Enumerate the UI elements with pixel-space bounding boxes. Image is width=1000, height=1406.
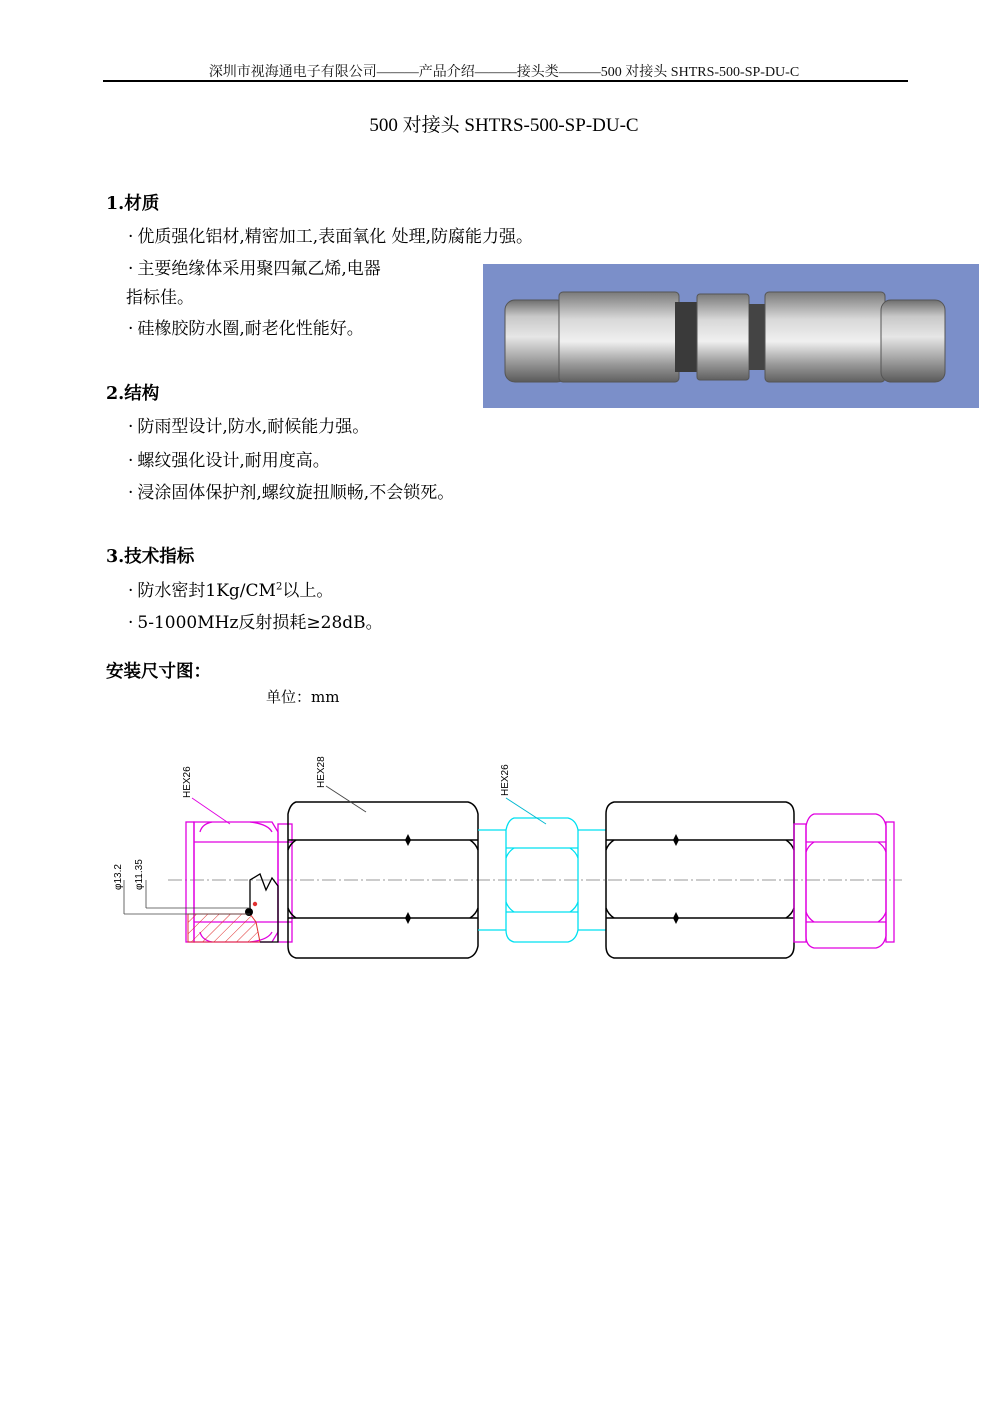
list-item: · 优质强化铝材,精密加工,表面氧化 处理,防腐能力强。 [128, 227, 534, 247]
list-item-continued: 指标佳。 [126, 288, 194, 308]
dimension-drawing [100, 750, 920, 970]
drawing-heading: 安装尺寸图： [106, 662, 211, 682]
list-item: · 防水密封$1Kg/CM^2$以上。 [128, 581, 334, 601]
list-item: · 螺纹强化设计,耐用度高。 [128, 451, 330, 471]
hex-label: HEX28 [316, 756, 327, 788]
section-heading-specs: 3.技术指标 [106, 547, 195, 567]
list-item: · 防雨型设计,防水,耐候能力强。 [128, 417, 370, 437]
list-item: · 浸涂固体保护剂,螺纹旋扭顺畅,不会锁死。 [128, 483, 455, 503]
doc-title: 500 对接头 SHTRS-500-SP-DU-C [369, 115, 639, 136]
hex-label: HEX26 [182, 766, 193, 798]
list-item: · 主要绝缘体采用聚四氟乙烯,电器 [128, 259, 381, 279]
connector-photo [483, 264, 979, 408]
unit-label: 单位：mm [266, 688, 340, 706]
list-item: · 硅橡胶防水圈,耐老化性能好。 [128, 319, 364, 339]
section-heading-material: 1.材质 [106, 194, 160, 214]
list-item: · 5-1000MHz反射损耗≥28dB。 [128, 613, 383, 633]
hex-label: HEX26 [500, 764, 511, 796]
header-rule [103, 80, 908, 82]
page-header: 深圳市视海通电子有限公司———产品介绍———接头类———500 对接头 SHTRS-500-SP-DU-C [208, 65, 800, 80]
diameter-label: φ11.35 [134, 859, 145, 890]
diameter-label: φ13.2 [113, 864, 124, 890]
section-heading-structure: 2.结构 [106, 384, 160, 404]
